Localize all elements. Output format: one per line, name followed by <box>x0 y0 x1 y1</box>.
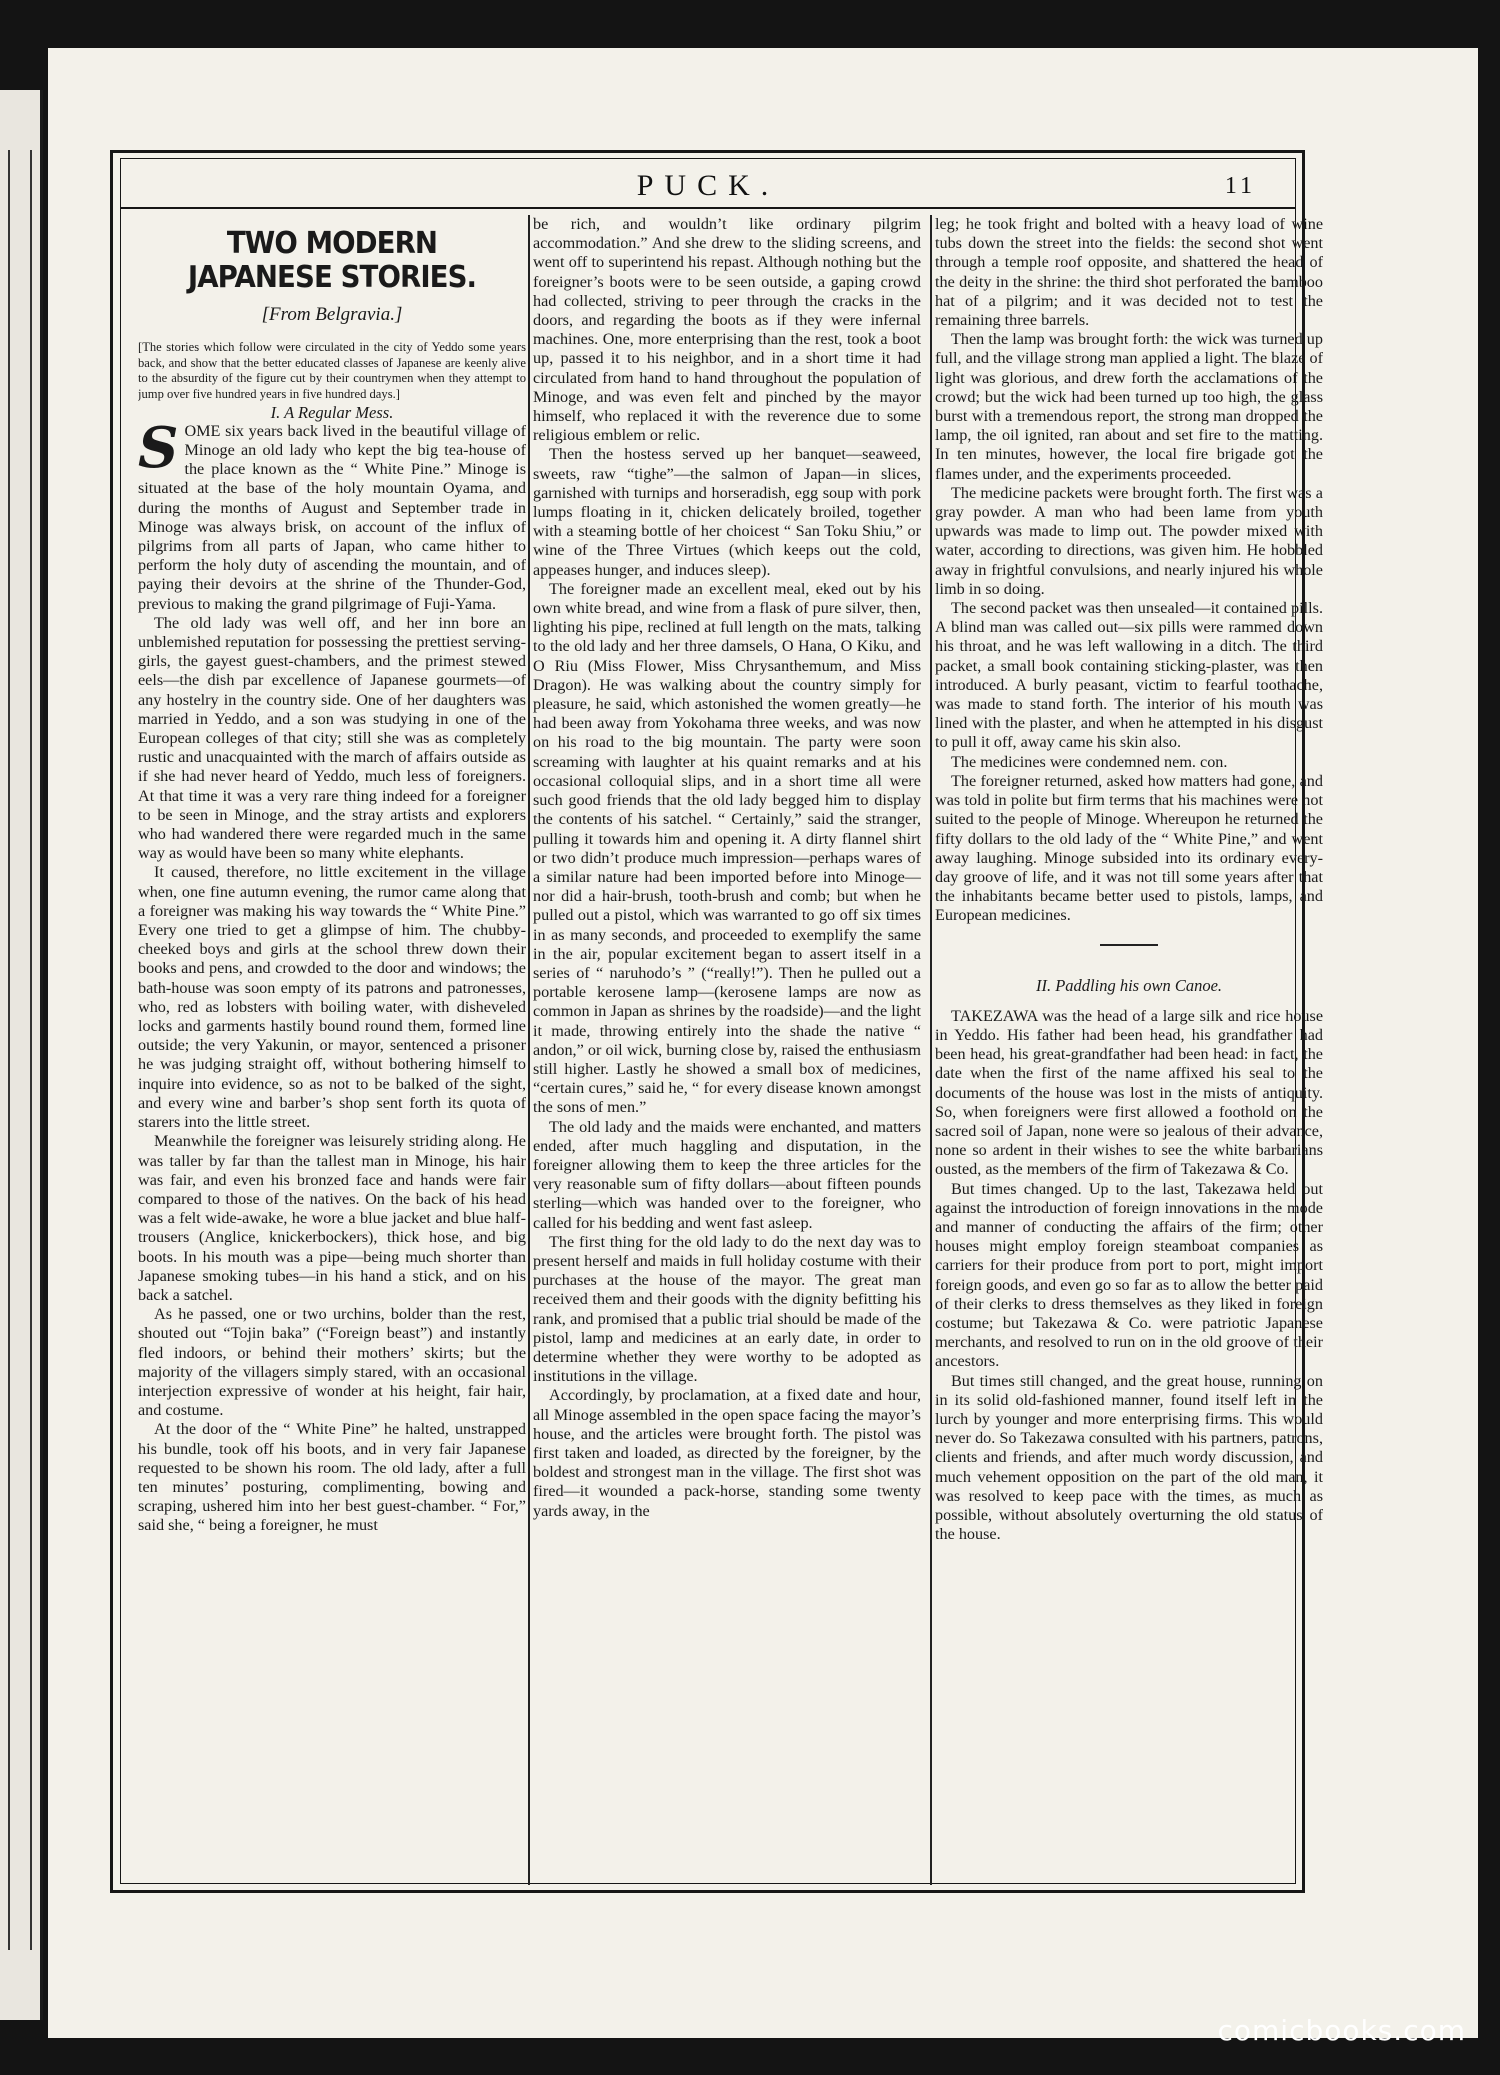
paragraph: The first thing for the old lady to do the next day was to present herself and maids in full holiday costume with their purchases at the house of the mayor. The great man received them and their goods with the dignity befitting his rank, and promised that a public trial should be made of the pistol, lamp and medicines at an early date, in order to determine whether they were worthy to be adopted as institutions in the village. <box>533 1232 921 1386</box>
site-watermark: comicbooks.com <box>1217 2014 1466 2047</box>
paragraph: At the door of the “ White Pine” he halted, unstrapped his bundle, took off his boots, and in very fair Japanese requested to be shown his room. The old lady, after a full ten minutes’ posturing, complimenting, bowing and scraping, ushered him into her best guest-chamber. “ For,” said she, “ being a foreigner, he must <box>138 1420 526 1535</box>
story-source: [From Belgravia.] <box>261 304 403 325</box>
paragraph: leg; he took fright and bolted with a heavy load of wine tubs down the street into the fields: the second shot went through a temple roof opposite, and shattered the head of the deity in the shrine: the third shot perforated the bamboo hat of a pilgrim; and it was decided not to test the remaining three barrels. <box>935 215 1323 330</box>
paragraph: As he passed, one or two urchins, bolder than the rest, shouted out “Tojin baka” (“Foreign beast”) and instantly fled indoors, or behind their mothers’ skirts; but the majority of the villagers simply stared, with an occasional interjection expressive of wonder at his height, fair hair, and costume. <box>138 1305 526 1420</box>
column-rule <box>930 215 932 1885</box>
intro-note: [The stories which follow were circulated in the city of Yeddo some years back, and show that the better educated classes of Japanese are keenly alive to the absurdity of the figure cut by their countrymen when they attempt to jump over five hundred years in five hundred days.] <box>138 340 526 401</box>
paragraph: But times changed. Up to the last, Takezawa held out against the introduction of foreign innovations in the mode and manner of conducting the affairs of the firm; other houses might employ foreign steamboat companies as carriers for their produce from port to port, might import foreign goods, and even go so far as to allow the better paid of their clerks to dress themselves as they liked in foreign costume; but Takezawa & Co. were patriotic Japanese merchants, and resolved to run on in the old groove of their ancestors. <box>935 1179 1323 1371</box>
section-heading-1: I. A Regular Mess. <box>270 402 394 422</box>
paragraph: be rich, and wouldn’t like ordinary pilgrim accommodation.” And she drew to the sliding screens, and went off to superintend his repast. Although nothing but the foreigner’s boots were to be seen outside, a gaping crowd had collected, striving to peer through the cracks in the doors, and regarding the boots as if they were infernal machines. One, more enterprising than the rest, took a boot up, passed it to his neighbor, and in a short time it had circulated from hand to hand throughout the population of Minoge, and was even felt and pinched by the mayor himself, who replaced it with the reverence due to some religious emblem or relic. <box>533 215 921 445</box>
story-title: TWO MODERN JAPANESE STORIES. <box>187 226 477 295</box>
drop-cap: S <box>138 414 179 481</box>
paragraph: The medicines were condemned nem. con. <box>951 752 1228 771</box>
column-rule <box>528 215 530 1885</box>
paragraph-text: OME six years back lived in the beautiful village of Minoge an old lady who kept the big tea-house of the place known as the “ White Pine.” Minoge is situated at the base of the holy mountain Oyama, and during the months of August and September trade in Minoge was always brisk, on account of the influx of pilgrims from all parts of Japan, who came hither to perform the holy duty of ascending the mountain, and of paying their devoirs at the shrine of the Thunder-God, previous to making the grand pilgrimage of Fuji-Yama. <box>138 421 526 613</box>
paragraph: But times still changed, and the great house, running on in its solid old-fashioned manner, found itself left in the lurch by younger and more enterprising firms. This would never do. So Takezawa consulted with his partners, patrons, clients and friends, and after much wordy discussion, and much vehement opposition on the part of the old man, it was resolved to keep pace with the times, as much as possible, without absolutely overturning the old status of the house. <box>935 1371 1323 1544</box>
paragraph: Meanwhile the foreigner was leisurely striding along. He was taller by far than the tallest man in Minoge, his hair was fair, and even his bronzed face and hands were fair compared to those of the natives. On the back of his head was a felt wide-awake, he wore a blue jacket and blue half-trousers (Anglice, knickerbockers), thick hose, and big boots. In his mouth was a pipe—being much shorter than Japanese smoking tubes—in his hand a stick, and on his back a satchel. <box>138 1132 526 1304</box>
paragraph: The second packet was then unsealed—it contained pills. A blind man was called out—six pills were rammed down his throat, and he was left wallowing in a ditch. The third packet, a small book containing sticking-plaster, was then introduced. A burly peasant, victim to fearful toothache, was made to stand forth. The interior of his mouth was lined with the plaster, and when he attempted in his disgust to pull it off, away came his skin also. <box>935 599 1323 752</box>
text-column-1 <box>138 215 526 1885</box>
paragraph: Then the lamp was brought forth: the wick was turned up full, and the village strong man applied a light. The blaze of light was glorious, and drew forth the acclamations of the crowd; but the wick had been turned up too high, the glass burst with a tremendous report, the strong man dropped the lamp, the oil ignited, ran about and set fire to the matting. In ten minutes, however, the local fire brigade got the flames under, and the experiments proceeded. <box>935 330 1323 483</box>
page-number: 11 <box>1224 173 1256 199</box>
paragraph: Accordingly, by proclamation, at a fixed date and hour, all Minoge assembled in the open space facing the mayor’s house, and the articles were brought forth. The pistol was first taken and loaded, as directed by the foreigner, by the boldest and strongest man in the village. The first shot was fired—it wounded a pack-horse, standing some twenty yards away, in the <box>533 1386 921 1520</box>
paragraph <box>138 414 526 614</box>
paragraph: The foreigner returned, asked how matters had gone, and was told in polite but firm terms that his machines were not suited to the people of Minoge. Whereupon he returned the fifty dollars to the old lady of the “ White Pine,” and went away laughing. Minoge subsided into its ordinary every-day groove of life, and it was not till some years after that the inhabitants became better used to pistols, lamps, and European medicines. <box>935 771 1323 925</box>
adjacent-page-frame <box>8 150 32 1950</box>
text-column-3 <box>935 215 1323 1885</box>
masthead <box>120 165 1296 209</box>
text-column-2 <box>533 215 921 1885</box>
paragraph: It caused, therefore, no little excitement in the village when, one fine autumn evening, the rumor came along that a foreigner was making his way towards the “ White Pine.” Every one tried to get a glimpse of him. The chubby-cheeked boys and girls at the school threw down their books and pens, and crowded to the door and windows; the bath-house was soon empty of its patrons and patronesses, who, red as lobsters with boiling water, with disheveled locks and garments hastily bound round them, formed line outside; the very Yakunin, or mayor, sentenced a prisoner he was judging straight off, without bothering himself to inquire into evidence, so as not to be balked of the sight, and every wine and barber’s shop sent forth its quota of starers into the little street. <box>138 863 526 1132</box>
paragraph: The medicine packets were brought forth. The first was a gray powder. A man who had been lame from youth upwards was made to limp out. The powder mixed with water, according to directions, was given him. He hobbled away in frightful convulsions, and nearly injured his whole limb in so doing. <box>935 483 1323 598</box>
section-heading-2: II. Paddling his own Canoe. <box>1035 975 1223 995</box>
paragraph: The old lady and the maids were enchanted, and matters ended, after much haggling and disputation, in the foreigner allowing them to keep the three articles for the very reasonable sum of fifty dollars—about fifteen pounds sterling—which was handed over to the foreigner, who called for his bedding and went fast asleep. <box>533 1117 921 1232</box>
paragraph: TAKEZAWA was the head of a large silk and rice house in Yeddo. His father had been head, his grandfather had been head, his great-grandfather had been head: in fact, the date when the first of the name affixed his seal to the documents of the house was lost in the mists of antiquity. So, when foreigners were first allowed a foothold on the sacred soil of Japan, none were so jealous of their advance, none so ardent in their wishes to see the white barbarians ousted, as the members of the firm of Takezawa & Co. <box>935 1006 1323 1179</box>
paragraph: The foreigner made an excellent meal, eked out by his own white bread, and wine from a flask of pure silver, then, lighting his pipe, reclined at full length on the mats, talking to the old lady and her three damsels, O Hana, O Kiku, and O Riu (Miss Flower, Miss Chrysanthemum, and Miss Dragon). He was walking about the country simply for pleasure, he said, which astonished the women greatly—he had been away from Yokohama three weeks, and was now on his road to the big mountain. The party were soon screaming with laughter at his quaint remarks and at his occasional colloquial slips, and in a short time all were such good friends that the old lady begged him to display the contents of his satchel. “ Certainly,” said the stranger, pulling it towards him and opening it. A dirty flannel shirt or two didn’t produce much impression—perhaps wares of a similar nature had been imported before into Minoge—nor did a hair-brush, tooth-brush and comb; but when he pulled out a pistol, which was warranted to go off six times in as many seconds, and proceeded to exemplify the same in the air, popular excitement began to assert itself in a series of “ naruhodo’s ” (“really!”). Then he pulled out a portable kerosene lamp—(kerosene lamps are now as common in Japan as shrines by the roadside)—and the light it made, throwing entirely into the shade the native “ andon,” or oil wick, burning close by, raised the enthusiasm still higher. Lastly he showed a small box of medicines, “certain cures,” said he, “ for every disease known amongst the sons of men.” <box>533 579 921 1117</box>
publication-title: PUCK. <box>636 169 780 202</box>
adjacent-page-edge <box>0 90 43 2020</box>
section-divider <box>1100 944 1158 946</box>
paragraph: Then the hostess served up her banquet—seaweed, sweets, raw “tighe”—the salmon of Japan—in slices, garnished with turnips and horseradish, egg soup with pork lumps floating in it, chicken delicately broiled, together with a steaming bottle of her choicest “ San Toku Shiu,” or wine of the Three Virtues (which keeps out the cold, appeases hunger, and induces sleep). <box>533 445 921 579</box>
paragraph: The old lady was well off, and her inn bore an unblemished reputation for possessing the prettiest serving-girls, the gayest guest-chambers, and the primest stewed eels—the dish par excellence of Japanese gourmets—of any hostelry in the country side. One of her daughters was married in Yeddo, and a son was studying in one of the European colleges of that city; still she was as completely rustic and unacquainted with the march of affairs outside as if she had never heard of Yeddo, much less of foreigners. At that time it was a very rare thing indeed for a foreigner to be seen in Minoge, and the stray artists and explorers who had wandered there were regarded much in the same way as would have been so many white elephants. <box>138 613 526 863</box>
